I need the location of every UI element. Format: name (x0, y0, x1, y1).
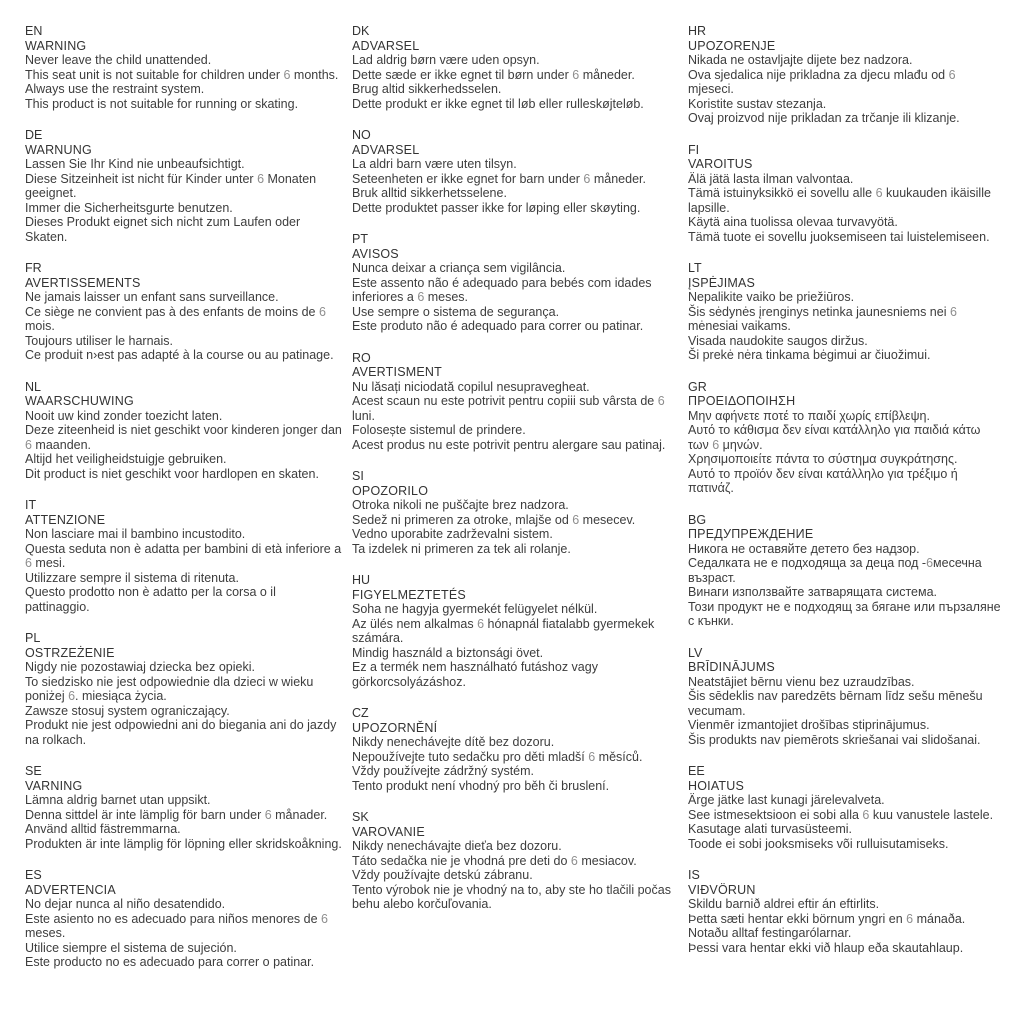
language-code: PT (352, 232, 368, 246)
numeral: 6 (264, 807, 272, 822)
warning-line: Mindig használd a biztonsági övet. (352, 645, 544, 660)
warning-title: HOIATUS (688, 778, 745, 793)
lang-section-it (25, 498, 343, 614)
warning-line: Soha ne hagyja gyermekét felügyelet nélkül. (352, 602, 598, 616)
numeral: 6 (949, 304, 957, 319)
warning-line: Ne jamais laisser un enfant sans surveillance. (25, 290, 279, 304)
warning-title: AVISOS (352, 246, 399, 261)
lang-section-cz (352, 706, 680, 793)
warning-line: La aldri barn være uten tilsyn. (352, 157, 517, 171)
lang-section-si (352, 469, 680, 556)
warning-line: Brug altid sikkerhedsselen. (352, 82, 502, 96)
warning-title: AVERTISSEMENTS (25, 275, 141, 290)
warning-title: WAARSCHUWING (25, 394, 134, 408)
warning-title: VAROITUS (688, 157, 753, 171)
warning-line: Sedež ni primeren za otroke, mlajše od 6 mesecev. (352, 512, 636, 527)
warning-line: Utilizzare sempre il sistema di ritenuta. (25, 570, 239, 585)
warning-line: Lad aldrig børn være uden opsyn. (352, 53, 540, 67)
warning-line: Vždy používejte zádržný systém. (352, 764, 535, 778)
warning-line: See istmesektsioon ei sobi alla 6 kuu vanustele lastele. (688, 807, 994, 822)
numeral: 6 (477, 616, 485, 631)
column-1 (25, 24, 343, 987)
warning-line: Dieses Produkt eignet sich nicht zum Laufen oder Skaten. (25, 215, 301, 244)
warning-title: BRĪDINĀJUMS (688, 660, 775, 674)
lang-section-bg (688, 513, 1002, 629)
warning-line: Никога не оставяйте детето без надзор. (688, 541, 920, 556)
warning-title: WARNING (25, 38, 87, 53)
numeral: 6 (417, 290, 425, 304)
warning-line: Винаги използвайте затварящата система. (688, 585, 937, 599)
numeral: 6 (875, 186, 883, 200)
warning-line: Lassen Sie Ihr Kind nie unbeaufsichtigt. (25, 157, 245, 171)
warning-title: VAROVANIE (352, 824, 425, 839)
warning-line: Toujours utiliser le harnais. (25, 333, 173, 348)
lang-section-en (25, 24, 343, 111)
warning-line: Nigdy nie pozostawiaj dziecka bez opieki. (25, 660, 255, 674)
warning-line: Dette produktet passer ikke for løping eller skøyting. (352, 200, 641, 215)
lang-section-lv (688, 646, 1002, 748)
lang-section-sk (352, 810, 680, 912)
language-code: GR (688, 379, 707, 394)
numeral: 6 (572, 512, 580, 527)
language-code: SE (25, 764, 42, 778)
warning-line: Lämna aldrig barnet utan uppsikt. (25, 793, 211, 807)
numeral: 6 (948, 67, 956, 82)
warning-line: Tento výrobok nie je vhodný na to, aby ste ho tlačili počas behu alebo korčuľovania. (352, 882, 671, 911)
warning-line: Acest produs nu este potrivit pentru alergare sau patinaj. (352, 437, 666, 452)
warning-line: Koristite sustav stezanja. (688, 96, 827, 111)
lang-section-de (25, 128, 343, 244)
lang-section-gr (688, 380, 1002, 496)
lang-section-is (688, 868, 1002, 955)
warning-title: VIÐVÖRUN (688, 882, 756, 897)
warning-line: Този продукт не е подходящ за бягане или пързаляне с кънки. (688, 599, 1001, 628)
warning-line: Nu lăsați niciodată copilul nesupravegheat. (352, 379, 590, 394)
lang-section-ro (352, 351, 680, 453)
language-code: HU (352, 573, 371, 587)
warning-line: Nepoužívejte tuto sedačku pro děti mladší 6 měsíců. (352, 749, 643, 764)
warning-title: ADVARSEL (352, 142, 420, 157)
warning-line: Never leave the child unattended. (25, 53, 212, 67)
lang-section-es (25, 868, 343, 970)
warning-line: Ärge jätke last kunagi järelevalveta. (688, 793, 885, 807)
language-code: DK (352, 24, 370, 38)
warning-line: Produkt nie jest odpowiedni ani do biegania ani do jazdy na rolkach. (25, 718, 337, 747)
lang-section-fr (25, 261, 343, 363)
warning-line: Non lasciare mai il bambino incustodito. (25, 527, 246, 541)
warning-line: Utilice siempre el sistema de sujeción. (25, 940, 237, 955)
warning-line: Acest scaun nu este potrivit pentru copiii sub vârsta de 6 luni. (352, 394, 665, 423)
language-code: ES (25, 868, 42, 882)
warning-title: AVERTISMENT (352, 365, 442, 379)
numeral: 6 (712, 437, 720, 452)
warning-line: Always use the restraint system. (25, 82, 205, 96)
warning-line: Αυτό το προϊόν δεν είναι κατάλληλο για τρέξιμο ή πατινάζ. (688, 466, 958, 495)
warning-line: This seat unit is not suitable for children under 6 months. (25, 67, 339, 82)
lang-section-dk (352, 24, 680, 111)
warning-line: Nooit uw kind zonder toezicht laten. (25, 408, 223, 423)
warning-line: Zawsze stosuj system ograniczający. (25, 703, 230, 718)
numeral: 6 (25, 437, 32, 452)
numeral: 6 (657, 394, 665, 408)
warning-line: Nikada ne ostavljajte dijete bez nadzora. (688, 53, 913, 67)
warning-line: Tento produkt není vhodný pro běh či bruslení. (352, 778, 610, 793)
warning-line: Använd alltid fästremmarna. (25, 822, 181, 836)
warning-title: UPOZORENJE (688, 38, 776, 53)
numeral: 6 (68, 689, 76, 703)
warning-line: Tämä istuinyksikkö ei sovellu alle 6 kuukauden ikäisille lapsille. (688, 186, 991, 215)
warning-line: Älä jätä lasta ilman valvontaa. (688, 171, 854, 186)
warning-line: Dette produkt er ikke egnet til løb eller rulleskøjteløb. (352, 96, 644, 111)
warning-line: Folosește sistemul de prindere. (352, 423, 526, 437)
lang-section-se (25, 764, 343, 851)
numeral: 6 (570, 853, 578, 868)
warning-line: Táto sedačka nie je vhodná pre deti do 6 mesiacov. (352, 853, 637, 868)
warning-line: Questo prodotto non è adatto per la corsa o il pattinaggio. (25, 585, 276, 614)
warning-line: Tämä tuote ei sovellu juoksemiseen tai luistelemiseen. (688, 229, 990, 244)
warning-line: Šis produkts nav piemērots skriešanai vai slidošanai. (688, 732, 981, 747)
warning-line: Ova sjedalica nije prikladna za djecu mlađu od 6 mjeseci. (688, 67, 956, 96)
language-code: SI (352, 469, 364, 483)
warning-line: This product is not suitable for running or skating. (25, 96, 299, 111)
lang-section-pt (352, 232, 680, 334)
warning-line: Χρησιμοποιείτε πάντα το σύστημα συγκράτησης. (688, 452, 958, 466)
warning-line: Vždy používajte detskú zábranu. (352, 868, 533, 882)
language-code: NL (25, 379, 41, 394)
warning-line: Neatstājiet bērnu vienu bez uzraudzības. (688, 674, 915, 689)
language-code: IS (688, 868, 700, 882)
numeral: 6 (321, 911, 328, 926)
warning-title: VARNING (25, 778, 83, 793)
numeral: 6 (862, 807, 870, 822)
language-code: FI (688, 142, 700, 157)
warning-title: ПРЕДУПРЕЖДЕНИЕ (688, 527, 814, 541)
warning-line: Produkten är inte lämplig för löpning eller skridskoåkning. (25, 836, 342, 851)
warning-line: Nikdy nenechávajte dieťa bez dozoru. (352, 839, 562, 853)
warning-line: Αυτό το κάθισμα δεν είναι κατάλληλο για παιδιά κάτω των 6 μηνών. (688, 423, 981, 452)
column-3 (688, 24, 1002, 972)
language-code: RO (352, 350, 371, 365)
warning-line: Šis sėdynės įrenginys netinka jaunesniems nei 6 mėnesiai vaikams. (688, 304, 957, 333)
lang-section-pl (25, 631, 343, 747)
language-code: SK (352, 810, 369, 824)
warning-line: Ši prekė nėra tinkama bėgimui ar čiuožimui. (688, 348, 931, 362)
lang-section-lt (688, 261, 1002, 363)
warning-line: Ce produit n›est pas adapté à la course ou au patinage. (25, 348, 334, 362)
language-code: HR (688, 24, 707, 38)
warning-line: Ovaj proizvod nije prikladan za trčanje ili klizanje. (688, 111, 960, 125)
language-code: NO (352, 128, 371, 142)
warning-line: Bruk alltid sikkerhetsselene. (352, 186, 507, 200)
warning-line: Šis sēdeklis nav paredzēts bērnam līdz sešu mēnešu vecumam. (688, 689, 983, 718)
lang-section-nl (25, 380, 343, 482)
warning-line: Visada naudokite saugos diržus. (688, 333, 868, 348)
warning-title: UPOZORNĚNÍ (352, 720, 438, 735)
numeral: 6 (583, 171, 591, 186)
warning-line: Otroka nikoli ne puščajte brez nadzora. (352, 498, 569, 512)
warning-line: Diese Sitzeinheit ist nicht für Kinder unter 6 Monaten geeignet. (25, 171, 317, 200)
warning-title: WARNUNG (25, 142, 92, 157)
warning-line: Ez a termék nem használható futáshoz vagy görkorcsolyázáshoz. (352, 660, 598, 689)
numeral: 6 (906, 911, 914, 926)
warning-line: Skildu barnið aldrei eftir án eftirlits. (688, 897, 880, 911)
lang-section-no (352, 128, 680, 215)
warning-line: Þessi vara hentar ekki við hlaup eða skautahlaup. (688, 940, 964, 955)
lang-section-ee (688, 764, 1002, 851)
warning-line: Denna sittdel är inte lämplig för barn under 6 månader. (25, 807, 328, 822)
warning-title: FIGYELMEZTETÉS (352, 587, 466, 602)
warning-line: Este assento não é adequado para bebés com idades inferiores a 6 meses. (352, 275, 652, 304)
warning-line: Nunca deixar a criança sem vigilância. (352, 261, 566, 275)
warning-line: Ta izdelek ni primeren za tek ali rolanje. (352, 541, 571, 556)
language-code: PL (25, 631, 41, 645)
numeral: 6 (588, 749, 596, 764)
warning-line: Questa seduta non è adatta per bambini di età inferiore a 6 mesi. (25, 541, 342, 570)
warning-line: Vedno uporabite zadrževalni sistem. (352, 527, 553, 541)
lang-section-hr (688, 24, 1002, 126)
warning-line: Nikdy nenechávejte dítě bez dozoru. (352, 735, 555, 749)
warning-line: Dit product is niet geschikt voor hardlopen en skaten. (25, 466, 319, 481)
warning-line: No dejar nunca al niño desatendido. (25, 897, 226, 911)
warning-line: Altijd het veiligheidstuigje gebruiken. (25, 452, 227, 466)
warning-title: ΠΡΟΕΙΔΟΠΟΙΗΣΗ (688, 394, 796, 408)
warning-line: To siedzisko nie jest odpowiednie dla dzieci w wieku poniżej 6. miesiąca życia. (25, 674, 314, 703)
warning-line: Ce siège ne convient pas à des enfants de moins de 6 mois. (25, 304, 326, 333)
warning-line: Käytä aina tuolissa olevaa turvavyötä. (688, 215, 898, 229)
warning-line: Seteenheten er ikke egnet for barn under 6 måneder. (352, 171, 646, 186)
language-code: EN (25, 24, 43, 38)
warning-title: ATTENZIONE (25, 512, 106, 527)
warning-line: Az ülés nem alkalmas 6 hónapnál fiatalabb gyermekek számára. (352, 616, 655, 645)
language-code: IT (25, 498, 37, 512)
warning-line: Notaðu alltaf festingarólarnar. (688, 926, 852, 940)
language-code: LT (688, 261, 702, 275)
warning-line: Este producto no es adecuado para correr o patinar. (25, 955, 315, 969)
language-code: BG (688, 512, 707, 527)
language-code: EE (688, 764, 705, 778)
warning-line: Vienmēr izmantojiet drošības stiprinājumus. (688, 718, 930, 732)
numeral: 6 (318, 304, 326, 319)
numeral: 6 (926, 556, 934, 570)
warning-line: Deze ziteenheid is niet geschikt voor kinderen jonger dan 6 maanden. (25, 423, 342, 452)
warning-line: Kasutage alati turvasüsteemi. (688, 822, 852, 836)
warning-line: Μην αφήνετε ποτέ το παιδί χωρίς επίβλεψη. (688, 408, 930, 423)
numeral: 6 (283, 67, 291, 82)
language-code: DE (25, 128, 43, 142)
warning-line: Este produto não é adequado para correr ou patinar. (352, 319, 644, 333)
warning-line: Toode ei sobi jooksmiseks või rulluisutamiseks. (688, 836, 949, 851)
numeral: 6 (572, 67, 580, 82)
warning-title: OPOZORILO (352, 483, 429, 498)
lang-section-fi (688, 143, 1002, 245)
warning-line: Dette sæde er ikke egnet til børn under 6 måneder. (352, 67, 635, 82)
warning-line: Este asiento no es adecuado para niños menores de 6 meses. (25, 911, 328, 940)
numeral: 6 (25, 556, 32, 570)
column-2 (352, 24, 680, 929)
language-code: CZ (352, 706, 369, 720)
warning-title: ADVERTENCIA (25, 882, 116, 897)
warning-title: ADVARSEL (352, 38, 420, 53)
warning-line: Immer die Sicherheitsgurte benutzen. (25, 200, 233, 215)
numeral: 6 (257, 171, 265, 186)
warning-line: Þetta sæti hentar ekki börnum yngri en 6 mánaða. (688, 911, 966, 926)
warning-title: OSTRZEŻENIE (25, 645, 115, 660)
warning-line: Седалката не е подходяща за деца под -6месечна възраст. (688, 556, 982, 585)
language-code: LV (688, 645, 703, 660)
language-code: FR (25, 261, 42, 275)
lang-section-hu (352, 573, 680, 689)
warning-line: Use sempre o sistema de segurança. (352, 304, 560, 319)
warning-title: ĮSPĖJIMAS (688, 275, 756, 290)
warning-line: Nepalikite vaiko be priežiūros. (688, 290, 855, 304)
